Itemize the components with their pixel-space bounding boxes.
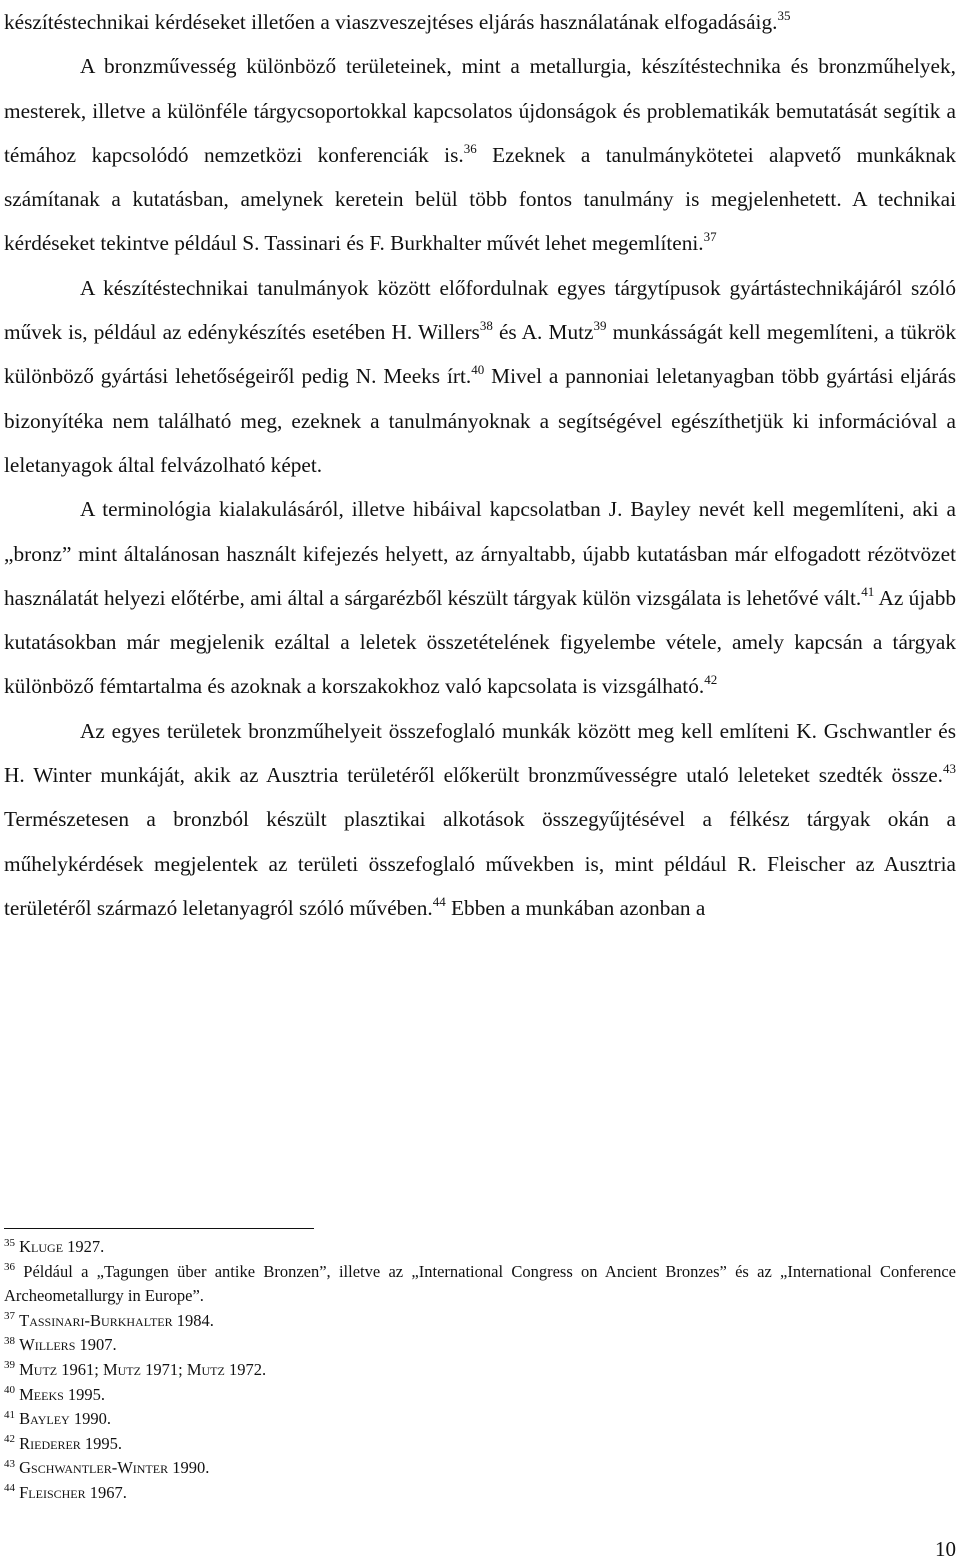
text-run: 1927. <box>63 1237 105 1256</box>
text-run: és A. Mutz <box>492 320 594 345</box>
author-name: Riederer <box>19 1433 81 1453</box>
text-run: Ezeknek a tanulmánykötetei alapvető munkáknak számítanak a kutatásban, amelynek keretein belül több fontos tanulmány is megjelenhetett. A technikai kérdéseket tekintve például S. Tassinari és F. Burkhalter művét lehet megemlíteni. <box>4 142 956 256</box>
paragraph <box>4 44 956 265</box>
text-run: Ebben a munkában azonban a <box>445 895 706 920</box>
author-name: Mutz <box>19 1359 58 1379</box>
author-name: Gschwantler-Winter <box>19 1458 169 1478</box>
footnote <box>4 1383 956 1408</box>
footnote <box>4 1432 956 1457</box>
footnote <box>4 1358 956 1383</box>
author-name: Willers <box>19 1335 76 1355</box>
footnote-number: 37 <box>4 1310 15 1323</box>
text-run: 1995. <box>80 1433 123 1453</box>
footnotes-section <box>4 1228 956 1506</box>
footnote-reference: 36 <box>463 140 477 156</box>
footnote-number: 35 <box>4 1236 15 1249</box>
document-page <box>4 0 956 930</box>
footnote-reference: 42 <box>704 672 718 688</box>
footnote <box>4 1481 956 1506</box>
author-name: Mutz <box>186 1359 225 1379</box>
text-run: 1984. <box>172 1310 214 1330</box>
text-run: Például a „Tagungen über antike Bronzen”, illetve az „International Congress on Ancient Bronzes” és az „International Conference Archeometallurgy in Europe”. <box>4 1261 957 1306</box>
footnote-number: 38 <box>4 1334 15 1347</box>
footnote <box>4 1333 956 1358</box>
footnote <box>4 1456 956 1481</box>
text-run: Az újabb kutatásokban már megjelenik ezáltal a leletek összetételének figyelembe vétele, amely kapcsán a tárgyak különböző fémtartalma és azoknak a korszakokhoz való kapcsolata is vizsgálható. <box>4 585 956 699</box>
paragraph <box>4 487 956 708</box>
text-run: 1967. <box>85 1482 127 1502</box>
text-run: 1961; <box>57 1359 103 1379</box>
author-name: Fleischer <box>19 1482 86 1502</box>
author-name: Tassinari-Burkhalter <box>19 1310 173 1330</box>
text-run: Természetesen a bronzból készült plasztikai alkotások összegyűjtésével a félkész tárgyak okán a műhelykérdések megjelentek az területi összefoglaló művekben is, mint például R. Fleischer az Ausztria területéről származó leletanyagról szóló művében. <box>4 807 956 920</box>
text-run: munkásságát kell megemlíteni, a tükrök különböző gyártási lehetőségeiről pedig N. Meeks írt. <box>4 320 956 389</box>
text-run: A bronzművesség különböző területeinek, mint a metallurgia, készítéstechnika és bronzműhelyek, mesterek, illetve a különféle tárgycsoportokkal kapcsolatos újdonságok és problematikák bemutatását segítik a témához kapcsolódó nemzetközi konferenciák is. <box>4 54 956 167</box>
page-number: 10 <box>935 1537 956 1561</box>
footnote <box>4 1235 956 1260</box>
footnote-reference: 35 <box>777 7 791 23</box>
footnote-number: 42 <box>4 1433 15 1446</box>
footnote-number: 39 <box>4 1359 15 1372</box>
text-run: A készítéstechnikai tanulmányok között előfordulnak egyes tárgytípusok gyártástechnikájáról szóló művek is, például az edénykészítés esetében H. Willers <box>4 275 956 345</box>
body-text <box>4 0 956 930</box>
footnote-list <box>4 1235 956 1506</box>
text-run: A terminológia kialakulásáról, illetve hibáival kapcsolatban J. Bayley nevét kell megemlíteni, aki a „bronz” mint általánosan használt kifejezés helyett, az árnyaltabb, újabb kutatásban már elfogadott rézötvözet használatát helyezi előtérbe, ami által a sárgarézből készült tárgyak külön vizsgálata is lehetővé vált. <box>4 497 956 610</box>
footnote-number: 40 <box>4 1384 15 1397</box>
footnote <box>4 1260 956 1309</box>
footnote-number: 41 <box>4 1408 15 1421</box>
text-run: 1907. <box>75 1335 117 1355</box>
footnote-number: 43 <box>4 1457 15 1470</box>
footnote-reference: 38 <box>479 317 493 333</box>
text-run: 1995. <box>63 1384 106 1404</box>
text-run: készítéstechnikai kérdéseket illetően a viaszveszejtéses eljárás használatának elfogadásáig. <box>4 10 778 34</box>
footnote-reference: 44 <box>432 893 446 909</box>
text-run: Az egyes területek bronzműhelyeit összefoglaló munkák között meg kell említeni K. Gschwantler és H. Winter munkáját, akik az Ausztria területéről előkerült bronzművességre utaló leleteket szedték össze. <box>4 718 956 788</box>
author-name: Mutz <box>102 1359 141 1379</box>
footnote-reference: 37 <box>703 229 717 245</box>
footnote <box>4 1309 956 1334</box>
footnote-reference: 43 <box>943 760 956 776</box>
author-name: Kluge <box>19 1237 64 1256</box>
footnote-reference: 41 <box>861 583 875 599</box>
footnote <box>4 1407 956 1432</box>
text-run: 1972. <box>224 1359 267 1379</box>
footnote-reference: 40 <box>471 362 485 378</box>
text-run: 1990. <box>168 1458 210 1478</box>
paragraph <box>4 266 956 487</box>
author-name: Bayley <box>19 1409 70 1429</box>
text-run: 1971; <box>140 1359 187 1379</box>
paragraph <box>4 0 956 44</box>
footnote-number: 44 <box>4 1482 15 1495</box>
text-run: Mivel a pannoniai leletanyagban több gyártási eljárás bizonyítéka nem található meg, ezeknek a tanulmányoknak a segítségével egészíthetjük ki információval a leletanyagok által felvázolható képet. <box>4 364 956 477</box>
footnote-number: 36 <box>4 1261 15 1274</box>
author-name: Meeks <box>19 1384 64 1404</box>
footnote-reference: 39 <box>593 317 607 333</box>
paragraph <box>4 709 956 930</box>
text-run: 1990. <box>69 1409 111 1429</box>
footnote-separator <box>4 1228 314 1229</box>
